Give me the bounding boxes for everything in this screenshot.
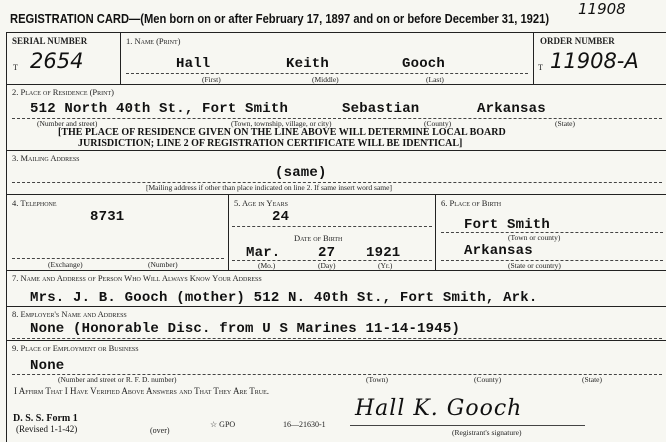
employment-place-label: 9. Place of Employment or Business [12, 343, 139, 353]
telephone-line [12, 258, 224, 259]
residence-notice-line1: [THE PLACE OF RESIDENCE GIVEN ON THE LINE ABOVE WILL DETERMINE LOCAL BOARD [58, 127, 506, 138]
order-label: ORDER NUMBER [540, 36, 615, 46]
employment-caption-state: (State) [582, 375, 602, 384]
employer-label: 8. Employer's Name and Address [12, 309, 127, 319]
residence-caption-state: (State) [555, 119, 575, 128]
age-line [232, 226, 432, 227]
form-revised: (Revised 1-1-42) [16, 424, 78, 434]
over-note: (over) [150, 426, 170, 435]
dob-month: Mar. [246, 245, 281, 261]
employment-caption-street: (Number and street or R. F. D. number) [58, 375, 177, 384]
dob-day: 27 [318, 245, 336, 261]
employment-caption-town: (Town) [366, 375, 388, 384]
name-first-caption: (First) [202, 75, 221, 84]
employer-value: None (Honorable Disc. from U S Marines 11-14-1945) [30, 321, 461, 337]
birthplace-label: 6. Place of Birth [441, 198, 502, 208]
order-prefix: T [538, 63, 543, 72]
telephone-value: 8731 [90, 209, 125, 225]
rule-age-divider [435, 194, 436, 270]
mailing-label: 3. Mailing Address [12, 153, 80, 163]
name-first: Hall [176, 56, 211, 72]
mailing-value: (same) [275, 165, 327, 181]
telephone-caption-number: (Number) [148, 260, 178, 269]
contact-label: 7. Name and Address of Person Who Will Always Know Your Address [12, 273, 262, 283]
employment-place-value: None [30, 358, 65, 374]
card-title: REGISTRATION CARD—(Men born on or after February 17, 1897 and on or before December 31, 1921) [10, 11, 550, 26]
dob-caption-yr: (Yr.) [378, 261, 393, 270]
rule-row2 [6, 150, 666, 151]
serial-label: SERIAL NUMBER [12, 36, 88, 46]
dob-caption-day: (Day) [318, 261, 336, 270]
residence-address: 512 North 40th St., Fort Smith [30, 101, 289, 117]
residence-label: 2. Place of Residence (Print) [12, 87, 114, 97]
rule-top [6, 32, 666, 33]
telephone-caption-exchange: (Exchange) [48, 260, 83, 269]
dob-year: 1921 [366, 245, 401, 261]
form-number: D. S. S. Form 1 [13, 413, 78, 424]
gpo-code: 16—21630-1 [283, 420, 326, 429]
rule-phone-divider [228, 194, 229, 270]
age-label: 5. Age in Years [234, 198, 288, 208]
signature-caption: (Registrant's signature) [452, 428, 522, 437]
birthplace-caption-town: (Town or county) [508, 233, 561, 242]
telephone-label: 4. Telephone [12, 198, 57, 208]
employer-line [12, 338, 662, 339]
birthplace-state: Arkansas [464, 243, 533, 259]
name-middle: Keith [286, 56, 330, 72]
residence-county: Sebastian [342, 101, 420, 117]
birthplace-town: Fort Smith [464, 217, 551, 233]
residence-notice-line2: JURISDICTION; LINE 2 OF REGISTRATION CERTIFICATE WILL BE IDENTICAL] [78, 138, 463, 149]
registrant-signature: Hall K. Gooch [355, 396, 523, 421]
gpo-mark: ☆ GPO [210, 420, 236, 429]
rule-order-divider [533, 32, 534, 84]
rule-row4 [6, 270, 666, 271]
residence-state: Arkansas [477, 101, 546, 117]
employment-caption-county: (County) [474, 375, 502, 384]
name-last: Gooch [402, 56, 446, 72]
name-label: 1. Name (Print) [126, 36, 181, 46]
residence-caption-town: (Town, township, village, or city) [231, 119, 332, 128]
dob-caption-mo: (Mo.) [258, 261, 276, 270]
residence-caption-street: (Number and street) [37, 119, 98, 128]
contact-value: Mrs. J. B. Gooch (mother) 512 N. 40th St., Fort Smith, Ark. [30, 290, 538, 306]
rule-row7 [6, 306, 666, 307]
residence-caption-county: (County) [424, 119, 452, 128]
corner-number: 11908 [578, 0, 626, 18]
birthplace-caption-state: (State or country) [508, 261, 561, 270]
name-line [126, 73, 528, 74]
rule-row3 [6, 194, 666, 195]
order-number: 11908-A [550, 49, 639, 73]
dob-label: Date of Birth [294, 233, 343, 243]
age-value: 24 [272, 209, 290, 225]
mailing-caption: [Mailing address if other than place indicated on line 2. If same insert word same] [146, 183, 392, 192]
rule-left [6, 32, 7, 442]
affirmation-text: I Affirm That I Have Verified Above Answers and That They Are True. [14, 386, 269, 396]
serial-prefix: T [13, 63, 18, 72]
rule-row8 [6, 340, 666, 341]
signature-line [350, 425, 585, 426]
name-last-caption: (Last) [426, 75, 444, 84]
serial-number: 2654 [30, 49, 84, 73]
rule-row1 [6, 84, 666, 85]
rule-serial-divider [120, 32, 121, 84]
name-middle-caption: (Middle) [312, 75, 339, 84]
